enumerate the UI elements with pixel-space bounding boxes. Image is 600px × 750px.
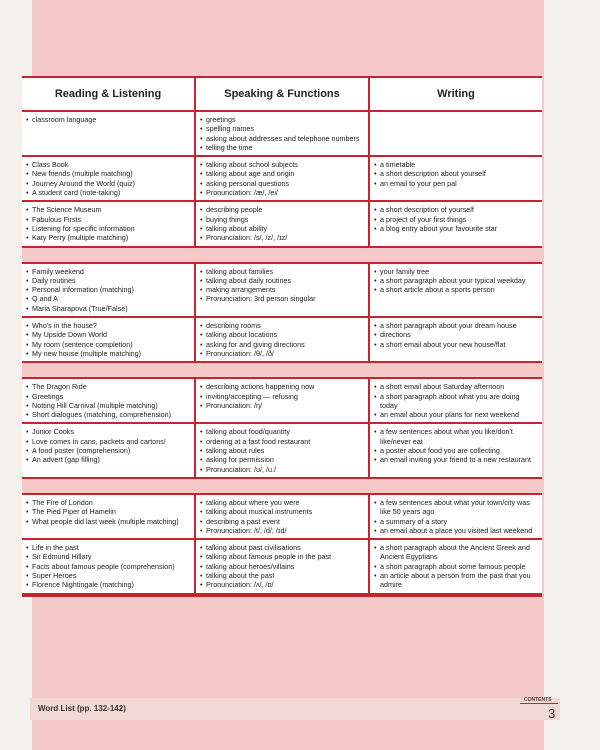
reading-cell [22,540,194,592]
header-writing: Writing [368,78,542,110]
list-item: • Pronunciation: /s/, /z/, /ɪz/ [200,233,364,242]
list-item: • directions [374,330,538,339]
list-item: • classroom language [26,115,190,124]
list-item: • an email about a place you visited last weekend [374,526,538,535]
list-item: • talking about ability [200,224,364,233]
speaking-cell [194,318,368,361]
footer-bar [30,698,560,720]
list-item: • talking about age and origin [200,169,364,178]
writing-cell [368,264,542,316]
list-item: • asking for and giving directions [200,340,364,349]
writing-cell [368,495,542,538]
list-item: • A food poster (comprehension) [26,446,190,455]
list-item: • Family weekend [26,267,190,276]
list-item: • an email about your plans for next weekend [374,410,538,419]
header-speaking-functions: Speaking & Functions [194,78,368,110]
table-row [22,379,542,424]
list-item: • talking about daily routines [200,276,364,285]
reading-cell [22,318,194,361]
list-item: • Junior Cooks [26,427,190,436]
table-row [22,202,542,247]
word-list-link[interactable]: Word List (pp. 132-142) [38,704,126,713]
page-number: 3 [548,706,556,721]
list-item: • a poster about food you are collecting [374,446,538,455]
list-item: • My new house (multiple matching) [26,349,190,358]
reading-cell [22,157,194,200]
list-item: • Pronunciation: /ʊ/, /uː/ [200,465,364,474]
list-item: • a short paragraph about your typical weekday [374,276,538,285]
list-item: • asking for permission [200,455,364,464]
reading-cell [22,379,194,422]
writing-cell [368,379,542,422]
list-item: • talking about school subjects [200,160,364,169]
list-item: • a timetable [374,160,538,169]
list-item: • The Science Museum [26,205,190,214]
list-item: • your family tree [374,267,538,276]
list-item: • Facts about famous people (comprehension) [26,562,190,571]
list-item: • The Pied Piper of Hamelin [26,507,190,516]
section-separator [22,363,542,379]
list-item: • Pronunciation: /θ/, /ð/ [200,349,364,358]
list-item: • a few sentences about what you like/don't like/never eat [374,427,538,446]
section-separator [22,479,542,495]
list-item: • Notting Hill Carnival (multiple matching) [26,401,190,410]
list-item: • a short paragraph about some famous people [374,562,538,571]
list-item: • a short description of yourself [374,205,538,214]
table-row [22,318,542,363]
list-item: • Pronunciation: /ŋ/ [200,401,364,410]
list-item: • New friends (multiple matching) [26,169,190,178]
list-item: • Short dialogues (matching, comprehension) [26,410,190,419]
list-item: • Journey Around the World (quiz) [26,179,190,188]
list-item: • describing rooms [200,321,364,330]
speaking-cell [194,202,368,245]
list-item: • a short article about a sports person [374,285,538,294]
list-item: • Personal information (matching) [26,285,190,294]
reading-cell [22,202,194,245]
list-item: • a short paragraph about the Ancient Greek and Ancient Egyptians [374,543,538,562]
list-item: • an email to your pen pal [374,179,538,188]
list-item: • Pronunciation: 3rd person singular [200,294,364,303]
list-item: • Maria Sharapova (True/False) [26,304,190,313]
list-item: • Super Heroes [26,571,190,580]
table-row [22,264,542,318]
table-row [22,157,542,202]
table-header [22,78,542,112]
list-item: • Florence Nightingale (matching) [26,580,190,589]
list-item: • My room (sentence completion) [26,340,190,349]
writing-cell [368,424,542,476]
list-item: • Life in the past [26,543,190,552]
list-item: • greetings [200,115,364,124]
list-item: • Pronunciation: /ʌ/, /ɒ/ [200,580,364,589]
reading-cell [22,112,194,155]
writing-cell [368,540,542,592]
list-item: • inviting/accepting — refusing [200,392,364,401]
list-item: • talking about rules [200,446,364,455]
list-item: • describing people [200,205,364,214]
writing-cell [368,318,542,361]
speaking-cell [194,157,368,200]
list-item: • talking about heroes/villains [200,562,364,571]
reading-cell [22,495,194,538]
list-item: • making arrangements [200,285,364,294]
table-row [22,112,542,157]
table-row [22,495,542,540]
list-item: • Katy Perry (multiple matching) [26,233,190,242]
list-item: • spelling names [200,124,364,133]
speaking-cell [194,264,368,316]
list-item: • talking about families [200,267,364,276]
reading-cell [22,264,194,316]
list-item: • Love comes in cans, packets and cartons! [26,437,190,446]
list-item: • Class Book [26,160,190,169]
list-item: • buying things [200,215,364,224]
writing-cell [368,157,542,200]
list-item: • a short paragraph about your dream house [374,321,538,330]
list-item: • My Upside Down World [26,330,190,339]
list-item: • talking about the past [200,571,364,580]
header-reading-listening: Reading & Listening [54,88,162,100]
list-item: • talking about famous people in the past [200,552,364,561]
list-item: • a blog entry about your favourite star [374,224,538,233]
footer-divider [520,703,558,704]
list-item: • a short email about your new house/flat [374,340,538,349]
list-item: • an email inviting your friend to a new restaurant [374,455,538,464]
table-row [22,424,542,478]
contents-table [22,76,542,597]
list-item: • What people did last week (multiple matching) [26,517,190,526]
list-item: • a few sentences about what your town/city was like 50 years ago [374,498,538,517]
list-item: • Fabulous Firsts [26,215,190,224]
speaking-cell [194,424,368,476]
list-item: • talking about locations [200,330,364,339]
speaking-cell [194,112,368,155]
table-body [22,112,542,595]
list-item: • The Dragon Ride [26,382,190,391]
list-item: • telling the time [200,143,364,152]
list-item: • A student card (note-taking) [26,188,190,197]
writing-cell [368,112,542,155]
list-item: • An advert (gap filling) [26,455,190,464]
list-item: • a short description about yourself [374,169,538,178]
list-item: • a short email about Saturday afternoon [374,382,538,391]
list-item: • describing actions happening now [200,382,364,391]
list-item: • a project of your first things [374,215,538,224]
list-item: • talking about past civilisations [200,543,364,552]
list-item: • ordering at a fast food restaurant [200,437,364,446]
list-item: • a summary of a story [374,517,538,526]
list-item: • asking personal questions [200,179,364,188]
list-item: • Daily routines [26,276,190,285]
table-row [22,540,542,594]
list-item: • The Fire of London [26,498,190,507]
list-item: • asking about addresses and telephone numbers [200,134,364,143]
list-item: • Q and A [26,294,190,303]
list-item: • talking about where you were [200,498,364,507]
list-item: • a short paragraph about what you are doing today [374,392,538,411]
speaking-cell [194,379,368,422]
list-item: • Pronunciation: /æ/, /ei/ [200,188,364,197]
speaking-cell [194,540,368,592]
list-item: • describing a past event [200,517,364,526]
list-item: • Sir Edmund Hillary [26,552,190,561]
list-item: • an article about a person from the past that you admire [374,571,538,590]
list-item: • Pronunciation: /t/, /d/, /ɪd/ [200,526,364,535]
list-item: • Listening for specific information [26,224,190,233]
list-item: • talking about food/quantity [200,427,364,436]
speaking-cell [194,495,368,538]
writing-cell [368,202,542,245]
list-item: • Greetings [26,392,190,401]
list-item: • Who's in the house? [26,321,190,330]
contents-label[interactable]: CONTENTS [524,697,552,703]
section-separator [22,248,542,264]
list-item: • talking about musical instruments [200,507,364,516]
reading-cell [22,424,194,476]
